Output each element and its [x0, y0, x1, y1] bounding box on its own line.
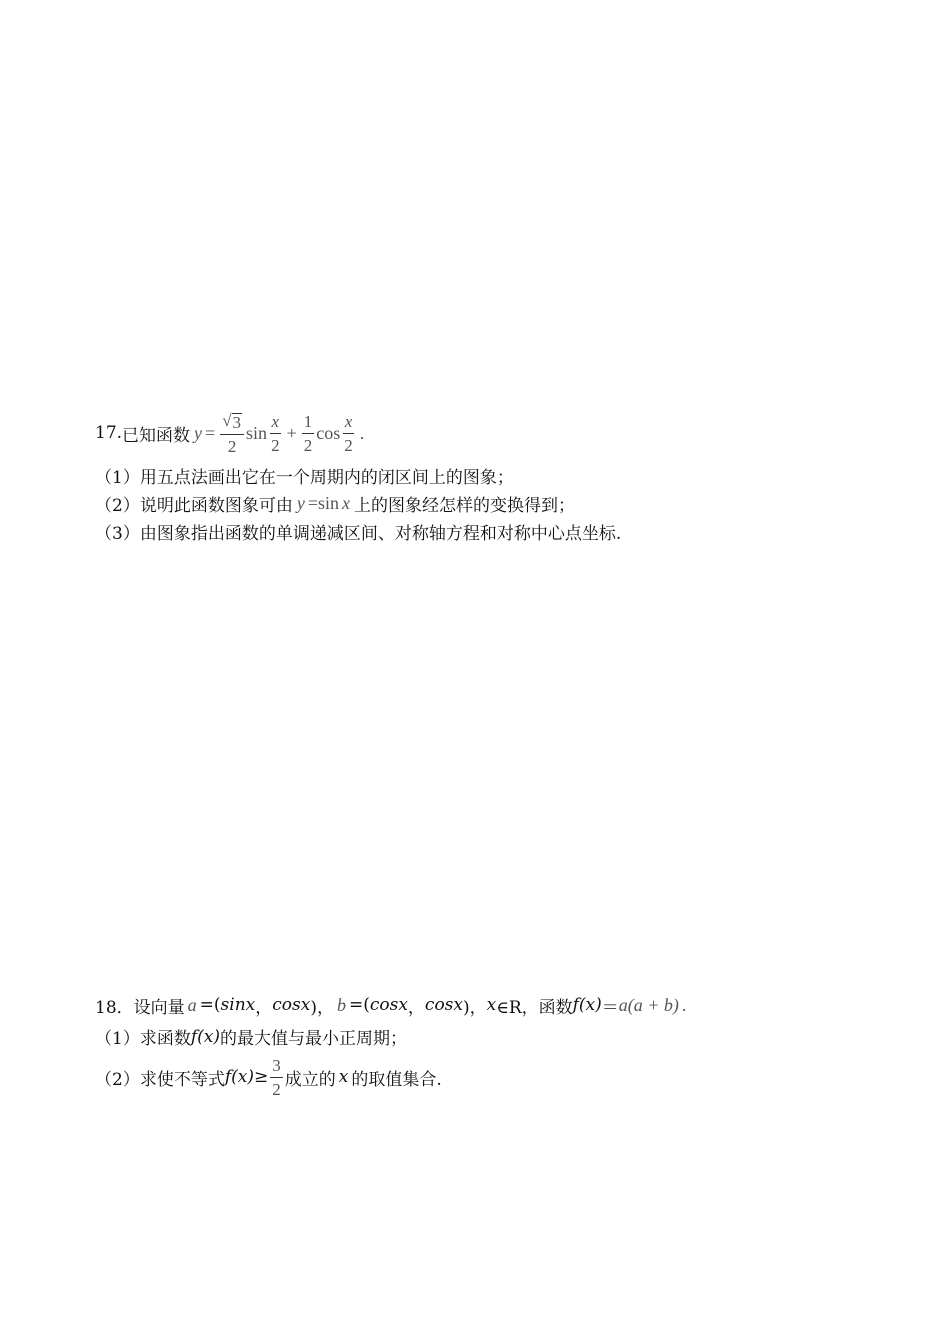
problem-intro: 设向量	[133, 997, 185, 1018]
period: .	[359, 422, 365, 443]
problem-number: 18．	[95, 997, 134, 1018]
var-x: x	[342, 493, 350, 513]
cos-function: cos	[316, 422, 341, 443]
vector-b-open: =(	[348, 995, 370, 1015]
numerator-x: x	[270, 413, 282, 434]
problem-17-part-1: （1）用五点法画出它在一个周期内的闭区间上的图象；	[95, 468, 514, 488]
vector-a-open: =(	[199, 995, 221, 1015]
period: .	[681, 994, 687, 1015]
equals-sign: =	[205, 422, 216, 443]
denominator: 2	[271, 435, 280, 455]
numerator-1: 1	[302, 413, 315, 434]
fraction-x-over-2	[342, 413, 355, 454]
problem-18-part-1	[95, 1024, 407, 1049]
fraction-x-over-2	[269, 413, 282, 454]
function-expression: a(a + b)	[618, 994, 679, 1015]
var-x: x	[486, 995, 497, 1015]
comma: ，	[407, 997, 425, 1018]
radicand: 3	[232, 412, 242, 432]
numerator-3: 3	[270, 1057, 283, 1078]
fraction-sqrt3-over-2	[220, 412, 244, 455]
denominator: 2	[344, 435, 353, 455]
problem-number: 17.	[95, 423, 123, 443]
function-fx: f(x)	[190, 1026, 220, 1047]
plus-sign: +	[286, 422, 297, 443]
sqrt-symbol: √	[222, 410, 232, 430]
part-2-prefix: （2）求使不等式	[95, 1069, 225, 1090]
var-y: y	[194, 422, 203, 443]
sin-expression: =sin	[307, 493, 339, 513]
comma: ，	[255, 997, 273, 1018]
in-r-text: ∈R，函数	[496, 997, 573, 1018]
problem-intro: 已知函数	[122, 425, 191, 446]
part-2-suffix: 上的图象经怎样的变换得到；	[354, 496, 575, 516]
cosx: cosx	[272, 995, 311, 1015]
part-2-prefix: （2）说明此函数图象可由	[95, 496, 293, 516]
sinx: sinx	[220, 995, 256, 1015]
part-1-suffix: 的最大值与最小正周期；	[219, 1029, 407, 1049]
part-1-prefix: （1）求函数	[95, 1029, 191, 1049]
part-2-mid: 成立的	[284, 1069, 336, 1090]
vector-a: a	[187, 994, 197, 1015]
problem-17-part-3: （3）由图象指出函数的单调递减区间、对称轴方程和对称中心点坐标.	[95, 524, 622, 544]
problem-17-part-2	[95, 491, 575, 516]
ge-sign: ≥	[253, 1067, 269, 1087]
var-y: y	[296, 493, 305, 513]
fraction-3-over-2	[270, 1057, 283, 1098]
function-fx: f(x)	[572, 995, 602, 1015]
vector-b: b	[336, 994, 346, 1015]
sin-function: sin	[246, 422, 268, 443]
cosx: cosx	[424, 995, 463, 1015]
denominator-2: 2	[272, 1079, 281, 1099]
problem-18-part-2	[95, 1052, 442, 1102]
denominator: 2	[227, 436, 237, 456]
function-fx: f(x)	[224, 1067, 254, 1087]
vector-a-close: )，	[310, 997, 334, 1018]
numerator-x: x	[343, 413, 355, 434]
cosx: cosx	[369, 995, 408, 1015]
fraction-1-over-2	[302, 413, 315, 454]
equals-sign: ＝	[601, 997, 619, 1018]
problem-17-statement	[95, 405, 364, 461]
var-x: x	[338, 1067, 349, 1087]
problem-18-statement	[95, 990, 686, 1020]
vector-b-close: )，	[463, 997, 487, 1018]
denominator: 2	[303, 435, 313, 455]
part-2-suffix: 的取值集合.	[351, 1069, 442, 1090]
